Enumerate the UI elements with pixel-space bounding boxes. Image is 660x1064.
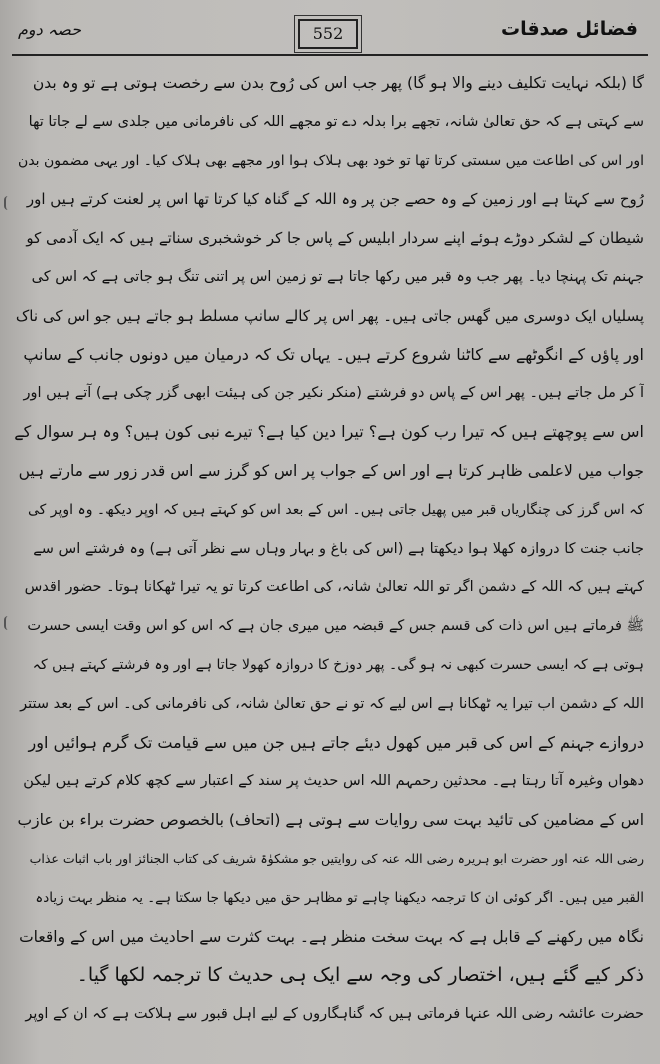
text-line: سے کہتی ہے کہ حق تعالیٰ شانہ، تجھے برا بدلہ دے تو مجھے اللہ کی نافرمانی میں جلدی سے لے جاتا تھا bbox=[28, 113, 644, 130]
text-line: اللہ کے دشمن اب تیرا یہ ٹھکانا ہے اس لیے کہ تو نے حق تعالیٰ شانہ، کی نافرمانی کی۔ اس کے بعد ستتر bbox=[20, 695, 644, 712]
text-line: کہ اس گرز کی چنگاریاں قبر میں پھیل جاتی ہیں۔ اس کے بعد اس کو کہتے ہیں کہ اوپر دیکھ۔ وہ اوپر کی bbox=[27, 501, 644, 518]
text-line: حضرت عائشہ رضی اللہ عنہا فرماتی ہیں کہ گناہگاروں کے لیے اہل قبور سے ہلاکت ہے کہ ان کے اوپر bbox=[25, 1006, 644, 1023]
text-line: القبر میں ہیں۔ اگر کوئی ان کا ترجمہ دیکھنا چاہے تو مظاہر حق میں دیکھا جا سکتا ہے۔ یہ منظر بہت زیادہ bbox=[35, 889, 644, 906]
text-line: اس کے مضامین کی تائید بہت سی روایات سے ہوتی ہے (اتحاف) بالخصوص حضرت براء بن عازب bbox=[17, 811, 644, 830]
page-number: 552 bbox=[298, 19, 358, 49]
text-line: رضی اللہ عنہ اور حضرت ابو ہریرہ رضی اللہ عنہ کی روایتیں جو مشکوٰۃ شریف کی کتاب الجنائز اور باب اثبات عذاب bbox=[29, 850, 644, 866]
page-header bbox=[0, 0, 660, 62]
text-line: ﷺ فرماتے ہیں اس ذات کی قسم جس کے قبضہ میں میری جان ہے کہ اس کو اس وقت ایسی حسرت bbox=[27, 618, 644, 635]
text-line: جانب جنت کا دروازہ کھلا ہوا دیکھتا ہے (اس کی باغ و بہار وہاں سے نظر آتی ہے) وہ فرشتے اس سے bbox=[33, 540, 644, 557]
text-line: نگاہ میں رکھنے کے قابل ہے کہ بہت سخت منظر ہے۔ بہت کثرت سے احادیث میں اس کے واقعات bbox=[19, 927, 644, 946]
body-text bbox=[14, 64, 644, 1034]
text-line: جہنم تک پہنچا دیا۔ پھر جب وہ قبر میں رکھا جاتا ہے تو زمین اس پر اتنی تنگ ہو جاتی ہے کہ اس کی bbox=[31, 268, 644, 285]
text-line: دھواں وغیرہ آتا رہتا ہے۔ محدثین رحمہم اللہ اس حدیث پر سند کے اعتبار سے کچھ کلام کرتے ہیں لیکن bbox=[23, 773, 644, 790]
section-label: حصہ دوم bbox=[18, 20, 81, 39]
text-line: کہتے ہیں کہ اللہ کے دشمن اگر تو اللہ تعالیٰ شانہ، کی اطاعت کرتا تو یہ تیرا ٹھکانا ہوتا۔ حضور اقدس bbox=[24, 579, 644, 596]
text-line: ہوتی ہے کہ ایسی حسرت کبھی نہ ہو گی۔ پھر دوزخ کا دروازہ کھولا جاتا ہے اور وہ فرشتے کہتے ہیں کہ bbox=[32, 656, 644, 673]
text-line: ذکر کیے گئے ہیں، اختصار کی وجہ سے ایک ہی حدیث کا ترجمہ لکھا گیا۔ bbox=[76, 964, 644, 987]
text-line: آ کر مل جاتے ہیں۔ پھر اس کے پاس دو فرشتے (منکر نکیر جن کی ہیئت ابھی گزر چکی ہے) آتے ہیں اور bbox=[23, 385, 644, 402]
margin-mark bbox=[4, 616, 12, 630]
text-line: جواب میں لاعلمی ظاہر کرتا ہے اور اس کے جواب پر اس کو گرز سے اس قدر زور سے مارتے ہیں bbox=[18, 461, 644, 480]
text-line: رُوح سے کہتا ہے اور زمین کے وہ حصے جن پر وہ اللہ کے گناہ کیا کرتا تھا اس پر لعنت کرتے ہیں اور bbox=[26, 190, 644, 209]
text-line: اس سے پوچھتے ہیں کہ تیرا رب کون ہے؟ تیرا دین کیا ہے؟ تیرے نبی کون ہیں؟ وہ ہر سوال کے bbox=[14, 422, 644, 442]
text-line: اور اس کی اطاعت میں سستی کرتا تھا تو خود بھی ہلاک ہوا اور مجھے بھی ہلاک کیا۔ اور یہی مضمون بدن bbox=[18, 152, 644, 169]
text-line: دروازے جہنم کے اس کی قبر میں کھول دیئے جاتے ہیں جن میں سے قیامت تک گرم ہوائیں اور bbox=[28, 732, 644, 752]
text-line: اور پاؤں کے انگوٹھے سے کاٹنا شروع کرتے ہیں۔ یہاں تک کہ درمیان میں دونوں جانب کے سانپ bbox=[23, 344, 644, 364]
text-line: پسلیاں ایک دوسری میں گھس جاتی ہیں۔ پھر اس پر کالے سانپ مسلط ہو جاتے ہیں جو اس کی ناک bbox=[15, 306, 644, 325]
header-rule bbox=[12, 54, 648, 56]
text-line: شیطان کے لشکر دوڑے ہوئے اپنے سردار ابلیس کے پاس جا کر خوشخبری سناتے ہیں کہ ایک آدمی کو bbox=[26, 229, 644, 248]
margin-mark bbox=[4, 196, 12, 210]
book-title: فضائل صدقات bbox=[500, 18, 638, 40]
text-line: گا (بلکہ نہایت تکلیف دینے والا ہو گا) پھر جب اس کی رُوح بدن سے رخصت ہوتی ہے تو وہ بدن bbox=[32, 74, 644, 92]
